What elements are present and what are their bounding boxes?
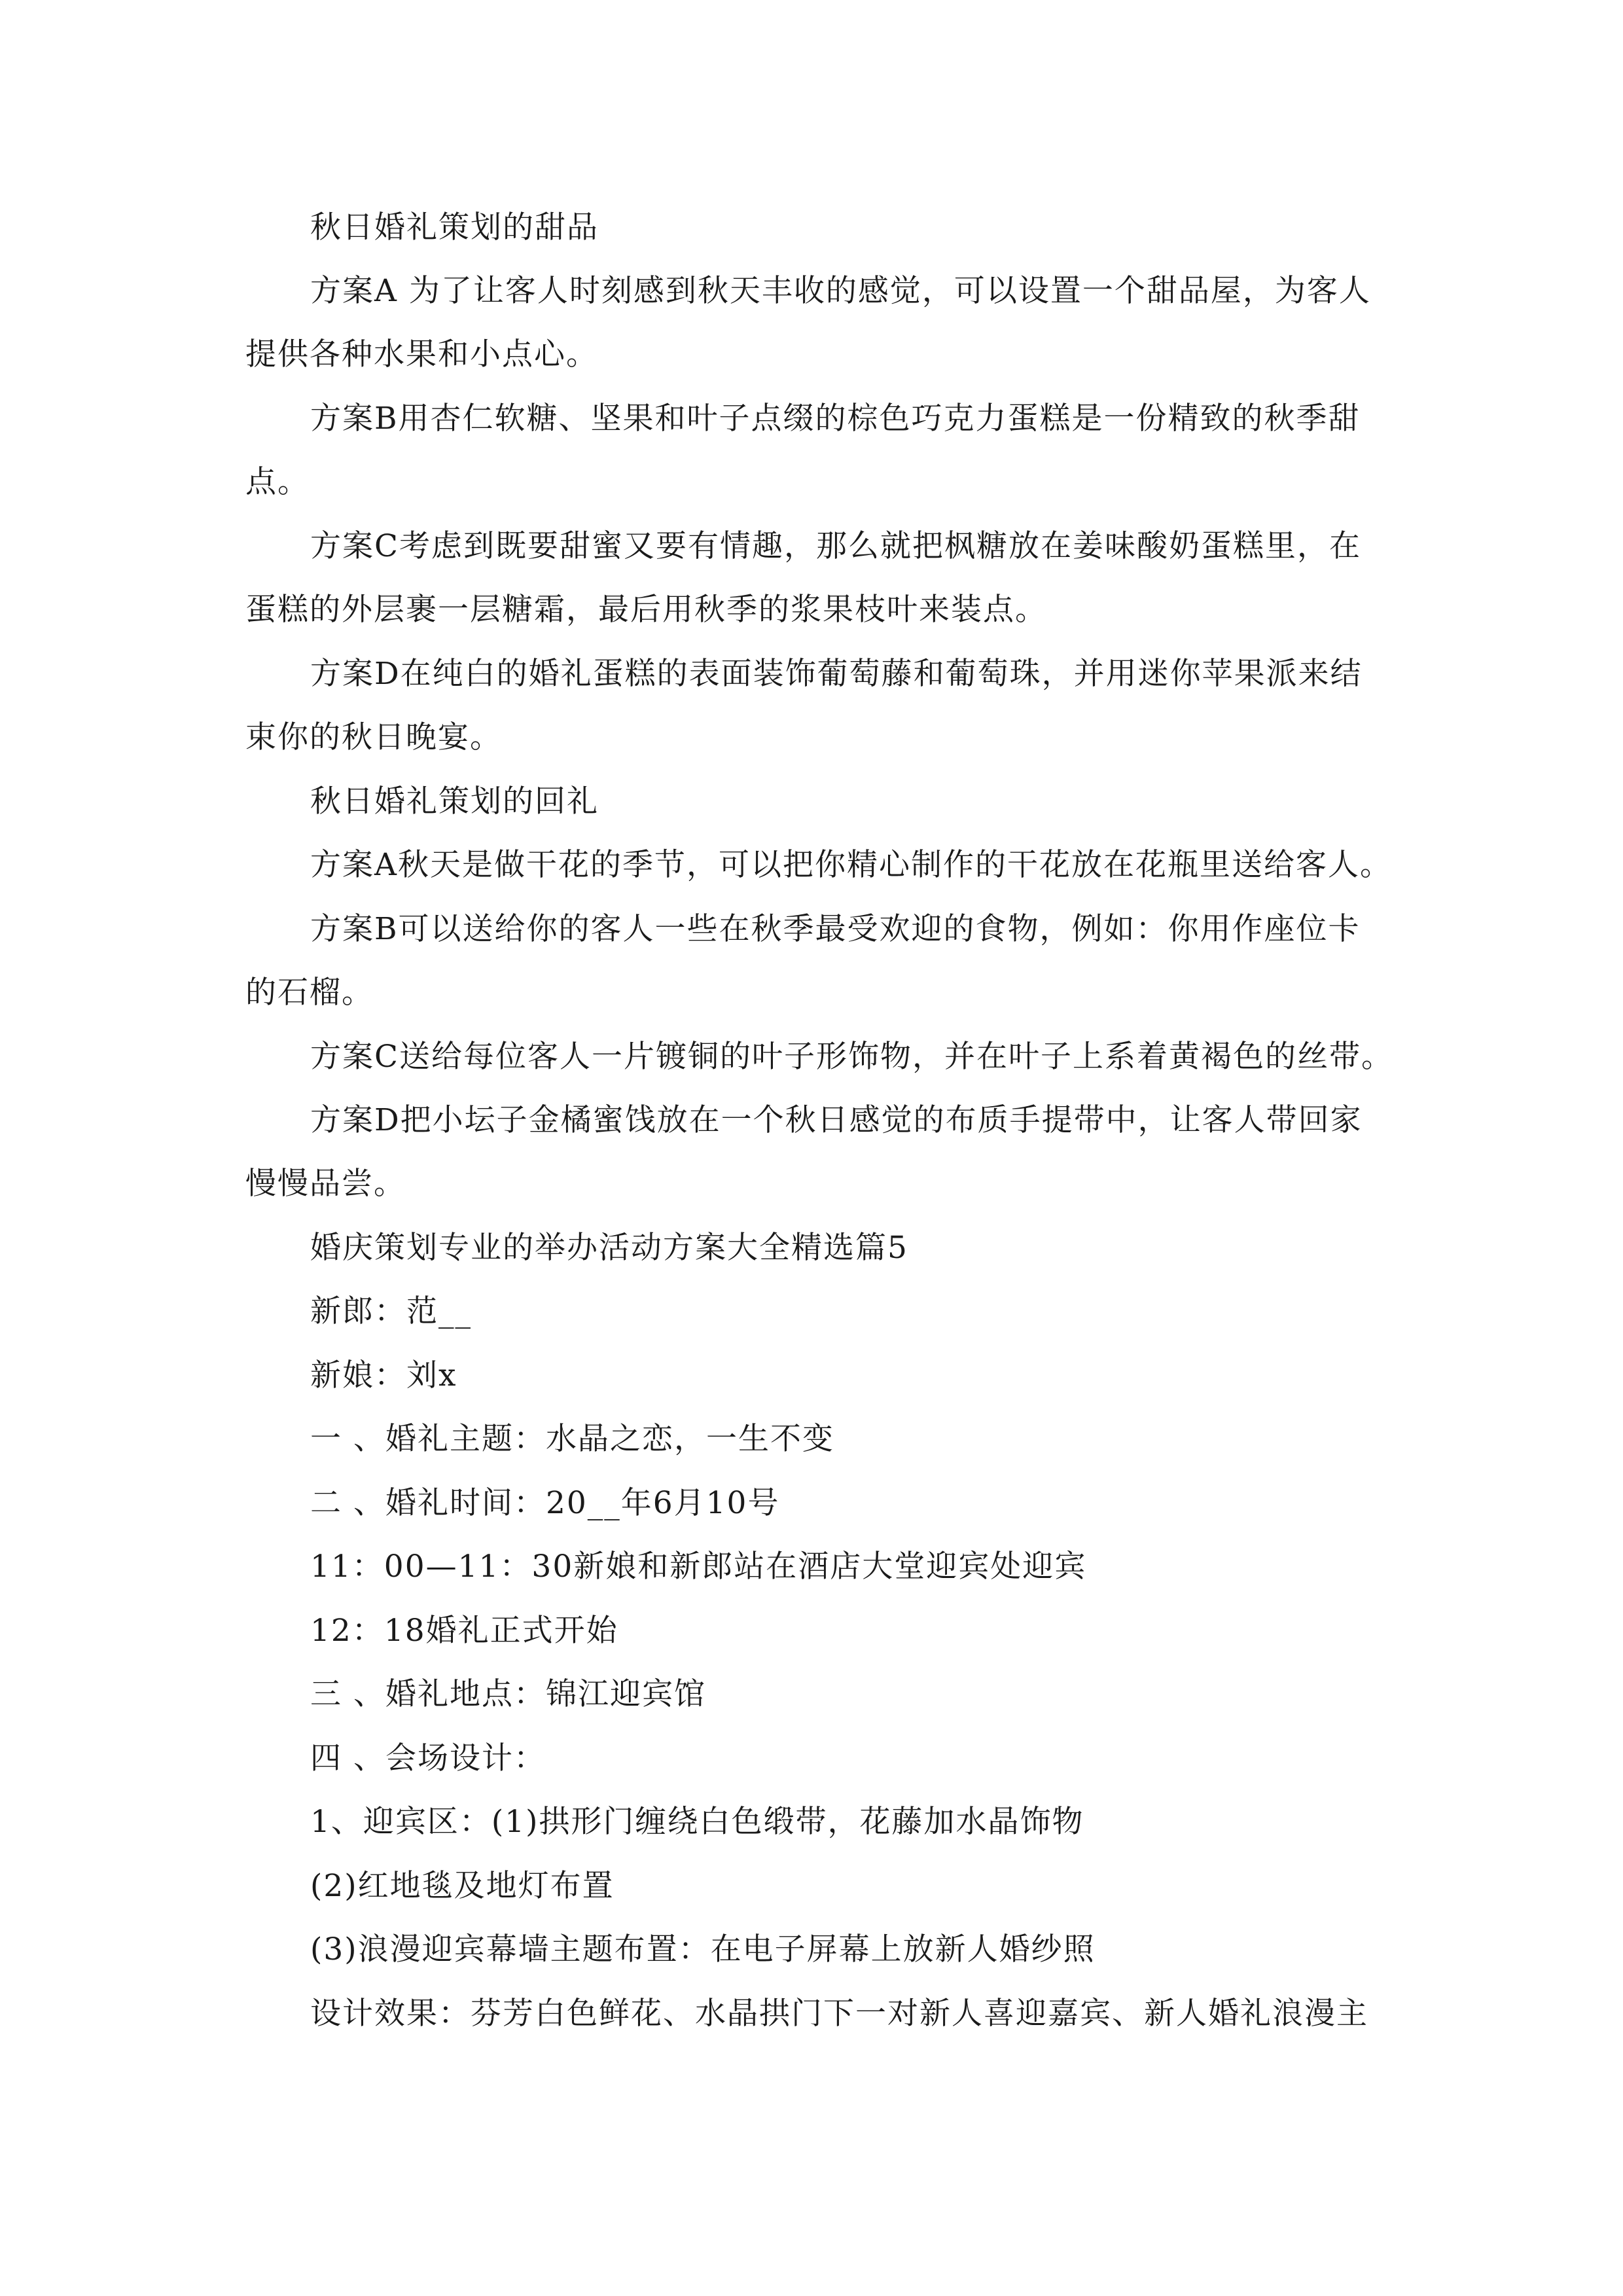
- paragraph-line: 方案B用杏仁软糖、坚果和叶子点缀的棕色巧克力蛋糕是一份精致的秋季甜: [310, 401, 1361, 437]
- paragraph-line: 方案D把小坛子金橘蜜饯放在一个秋日感觉的布质手提带中，让客人带回家: [310, 1102, 1363, 1138]
- design-effect-line: 设计效果：芬芳白色鲜花、水晶拱门下一对新人喜迎嘉宾、新人婚礼浪漫主: [310, 1996, 1368, 2032]
- paragraph-line: 方案C考虑到既要甜蜜又要有情趣，那么就把枫糖放在姜味酸奶蛋糕里，在: [310, 528, 1361, 564]
- paragraph-line: 蛋糕的外层裹一层糖霜，最后用秋季的浆果枝叶来装点。: [245, 592, 1047, 628]
- paragraph-line: 方案A 为了让客人时刻感到秋天丰收的感觉，可以设置一个甜品屋，为客人: [310, 273, 1371, 309]
- dessert-heading: 秋日婚礼策划的甜品: [310, 209, 599, 245]
- schedule-line: 12：18婚礼正式开始: [310, 1613, 618, 1649]
- design-item: (2)红地毯及地灯布置: [310, 1868, 615, 1904]
- theme-line: 一 、婚礼主题：水晶之恋，一生不变: [310, 1421, 834, 1457]
- bride-line: 新娘：刘x: [310, 1357, 457, 1393]
- design-item: (3)浪漫迎宾幕墙主题布置：在电子屏幕上放新人婚纱照: [310, 1931, 1096, 1967]
- section-title: 婚庆策划专业的举办活动方案大全精选篇5: [310, 1230, 908, 1266]
- venue-line: 三 、婚礼地点：锦江迎宾馆: [310, 1676, 706, 1712]
- paragraph-line: 提供各种水果和小点心。: [245, 336, 598, 372]
- gift-heading: 秋日婚礼策划的回礼: [310, 783, 599, 819]
- paragraph-line: 慢慢品尝。: [245, 1166, 406, 1202]
- schedule-line: 11：00—11：30新娘和新郎站在酒店大堂迎宾处迎宾: [310, 1549, 1087, 1585]
- paragraph-line: 方案B可以送给你的客人一些在秋季最受欢迎的食物，例如：你用作座位卡: [310, 911, 1361, 947]
- paragraph-line: 方案A秋天是做干花的季节，可以把你精心制作的干花放在花瓶里送给客人。: [310, 847, 1392, 883]
- groom-line: 新郎：范__: [310, 1293, 472, 1329]
- time-line: 二 、婚礼时间：20__年6月10号: [310, 1485, 780, 1521]
- design-item: 1、迎宾区：(1)拱形门缠绕白色缎带，花藤加水晶饰物: [310, 1804, 1084, 1840]
- paragraph-line: 方案C送给每位客人一片镀铜的叶子形饰物，并在叶子上系着黄褐色的丝带。: [310, 1039, 1393, 1075]
- paragraph-line: 束你的秋日晚宴。: [245, 719, 502, 755]
- paragraph-line: 点。: [245, 464, 310, 500]
- design-heading: 四 、会场设计：: [310, 1740, 546, 1776]
- paragraph-line: 方案D在纯白的婚礼蛋糕的表面装饰葡萄藤和葡萄珠，并用迷你苹果派来结: [310, 656, 1363, 692]
- paragraph-line: 的石榴。: [245, 975, 374, 1011]
